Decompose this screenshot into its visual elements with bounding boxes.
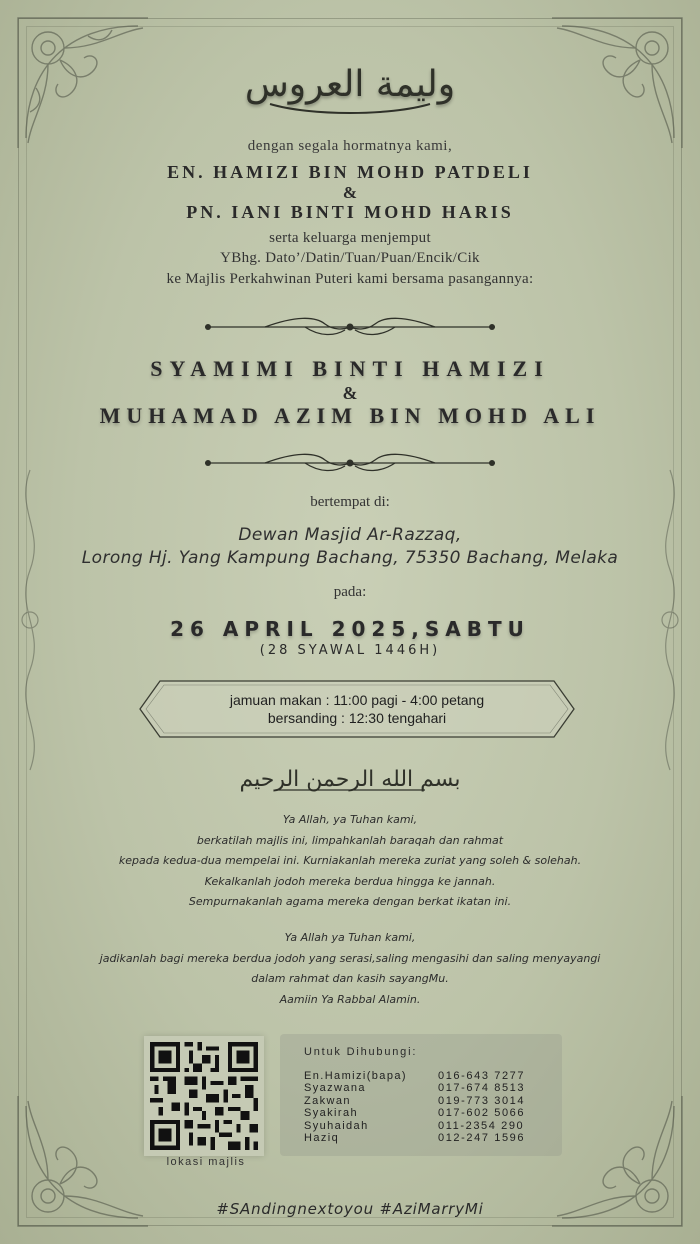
- contact-row: [304, 1107, 525, 1119]
- contact-name: Syazwana: [304, 1082, 366, 1095]
- doa-line: Kekalkanlah jodoh mereka berdua hingga ke jannah.: [204, 874, 496, 888]
- contact-row: [304, 1082, 525, 1094]
- venue-address: Lorong Hj. Yang Kampung Bachang, 75350 Bachang, Melaka: [81, 548, 619, 568]
- contact-name: Haziq: [304, 1131, 340, 1144]
- couple-ampersand: &: [342, 383, 358, 403]
- bismillah-text: بسم الله الرحمن الرحيم: [239, 767, 461, 792]
- intro-text: dengan segala hormatnya kami,: [247, 138, 453, 154]
- arabic-title: وليمة العروس: [244, 64, 456, 105]
- contact-phone[interactable]: 017-674 8513: [438, 1082, 526, 1095]
- doa-line: dalam rahmat dan kasih sayangMu.: [251, 972, 449, 985]
- venue-name: Dewan Masjid Ar-Razzaq,: [238, 525, 462, 545]
- contact-phone[interactable]: 017-602 5066: [438, 1107, 526, 1120]
- schedule-bersanding: bersanding : 12:30 tengahari: [267, 710, 447, 726]
- doa-line: jadikanlah bagi mereka berdua jodoh yang serasi,saling mengasihi dan saling menyayangi: [99, 951, 601, 965]
- contact-name: Syakirah: [304, 1107, 358, 1120]
- invite-line: serta keluarga menjemput: [269, 230, 431, 246]
- bride-name: SYAMIMI BINTI HAMIZI: [150, 356, 550, 381]
- divider-ornament-icon: [205, 312, 495, 342]
- schedule-meal: jamuan makan : 11:00 pagi - 4:00 petang: [229, 692, 485, 708]
- contact-phone[interactable]: 016-643 7277: [438, 1070, 526, 1082]
- divider-ornament-icon: [205, 448, 495, 478]
- contact-list: [304, 1070, 525, 1144]
- parent-name-1: EN. HAMIZI BIN MOHD PATDELI: [167, 162, 533, 182]
- hijri-date: (28 SYAWAL 1446H): [259, 643, 441, 658]
- doa-paragraph-2: [0, 928, 700, 1010]
- contact-name: En.Hamizi(bapa): [304, 1070, 407, 1082]
- venue-label: bertempat di:: [310, 494, 390, 510]
- qr-code-icon: [150, 1042, 258, 1150]
- contact-phone[interactable]: 019-773 3014: [438, 1094, 526, 1107]
- doa-paragraph-1: [0, 810, 700, 913]
- contact-name: Zakwan: [304, 1094, 351, 1107]
- hashtag: #SAndingnextoyou #AziMarryMi: [216, 1200, 484, 1218]
- parents-ampersand: &: [342, 183, 358, 202]
- date-label: pada:: [333, 584, 367, 600]
- qr-code-location[interactable]: [144, 1036, 264, 1156]
- contact-phone[interactable]: 011-2354 290: [438, 1119, 525, 1132]
- contact-row: [304, 1120, 525, 1132]
- invite-line: YBhg. Dato’/Datin/Tuan/Puan/Encik/Cik: [220, 250, 480, 266]
- schedule-text: [138, 691, 576, 727]
- contact-phone[interactable]: 012-247 1596: [438, 1131, 526, 1144]
- doa-line: Aamiin Ya Rabbal Alamin.: [279, 992, 421, 1006]
- invite-line: ke Majlis Perkahwinan Puteri kami bersama pasangannya:: [166, 271, 534, 287]
- contact-row: [304, 1070, 525, 1082]
- walimah-calligraphy: [0, 52, 700, 122]
- calligraphy-ornament-icon: [244, 52, 456, 122]
- contact-row: [304, 1132, 525, 1144]
- doa-line: Ya Allah, ya Tuhan kami,: [282, 813, 418, 826]
- doa-line: Ya Allah ya Tuhan kami,: [284, 931, 416, 944]
- contact-name: Syuhaidah: [304, 1119, 369, 1132]
- doa-line: Sempurnakanlah agama mereka dengan berkat ikatan ini.: [188, 895, 512, 908]
- groom-name: MUHAMAD AZIM BIN MOHD ALI: [99, 403, 601, 428]
- contact-title: Untuk Dihubungi:: [304, 1046, 418, 1058]
- event-date: 26 APRIL 2025,SABTU: [170, 617, 530, 641]
- qr-label: lokasi majlis: [166, 1156, 246, 1168]
- doa-line: kepada kedua-dua mempelai ini. Kurniakanlah mereka zuriat yang soleh & solehah.: [118, 854, 582, 867]
- contact-row: [304, 1095, 525, 1107]
- bismillah-ornament-icon: [239, 758, 461, 798]
- bismillah-calligraphy: [0, 758, 700, 798]
- doa-line: berkatilah majlis ini, limpahkanlah baraqah dan rahmat: [196, 833, 504, 847]
- parent-name-2: PN. IANI BINTI MOHD HARIS: [186, 202, 514, 222]
